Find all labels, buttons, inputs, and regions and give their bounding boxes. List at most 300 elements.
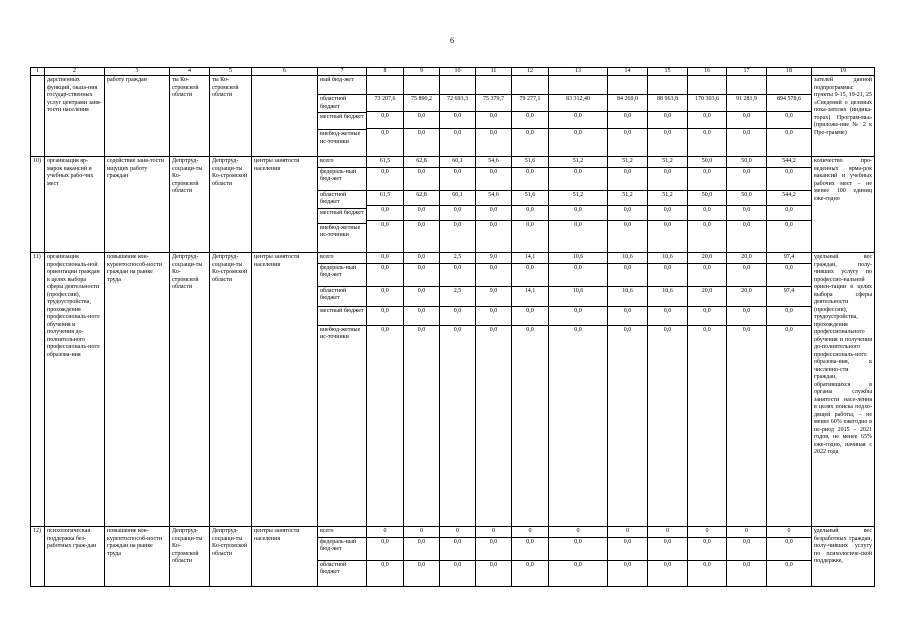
funding-value: 0,0 [453, 130, 462, 136]
funding-value: 0,0 [476, 167, 511, 190]
funding-values-cell [727, 157, 767, 253]
funding-value: 62,8 [404, 157, 439, 167]
funding-value: 0,0 [404, 263, 439, 286]
funding-value: 51,2 [648, 190, 687, 205]
funding-values-cell [549, 157, 608, 253]
funding-value: 0,0 [440, 306, 475, 325]
funding-value: 0,0 [742, 221, 751, 228]
funding-value: 0,0 [608, 112, 647, 129]
funding-value: 0,0 [727, 537, 766, 560]
column-number: 12 [512, 68, 549, 76]
expected-result: удельный вес безработных граждан, полу-чивших услугу по психологиче-ской поддержке, [812, 527, 875, 587]
funding-value: 0,0 [526, 326, 534, 333]
funding-value: 50,0 [688, 157, 726, 167]
funding-value: 0,0 [648, 263, 687, 286]
funding-value: 51,2 [648, 157, 687, 167]
funding-value: 0,0 [549, 537, 607, 560]
funding-value: 0,0 [663, 221, 672, 228]
funding-value: 0 [512, 527, 548, 537]
funding-values-cell [440, 76, 476, 157]
funding-value: 0,0 [608, 205, 647, 220]
funding-value [476, 76, 511, 95]
funding-values-cell [608, 253, 648, 527]
funding-value: 0,0 [623, 326, 632, 333]
activity-row [31, 157, 875, 253]
funding-value: 0,0 [623, 221, 632, 228]
column-number: 16 [688, 68, 727, 76]
funding-value [404, 76, 439, 95]
funding-source-label: федераль-ный бюд-жет [318, 537, 366, 560]
funding-value: 0,0 [663, 326, 672, 333]
funding-value: 0,0 [512, 263, 548, 286]
funding-value: 0,0 [489, 221, 498, 228]
funding-value: 0,0 [742, 130, 751, 136]
column-number: 15 [648, 68, 688, 76]
funding-values-cell [688, 527, 727, 587]
funding-value: 0 [367, 527, 403, 537]
row-number [31, 76, 45, 157]
funding-value: 0,0 [767, 537, 811, 560]
expected-result: зателей данной подпрограммы: пункты 9-15, 19-21, 25 «Сведений о целевых пока-зателях (индика-торах) Програм-мы» (приложе-ние № 2 к Про-грамме) [812, 76, 875, 157]
column-number: 9 [404, 68, 440, 76]
funding-value: 0,0 [417, 561, 426, 568]
funding-value: 20,0 [688, 286, 726, 306]
column-number: 4 [170, 68, 210, 76]
executor: ты Ко-стромской области [170, 76, 210, 157]
funding-values-cell [512, 157, 549, 253]
funding-sources-cell [318, 253, 367, 527]
funding-value: 0,0 [381, 561, 389, 568]
funding-value: 0,0 [404, 205, 439, 220]
funding-values-cell [476, 76, 512, 157]
funding-value: 2,5 [440, 286, 475, 306]
funding-value: 0,0 [742, 326, 751, 333]
funding-source-label: местный бюджет [318, 113, 366, 130]
funding-value: 0,0 [404, 253, 439, 263]
funding-value: 0 [767, 527, 811, 537]
column-number: 13 [549, 68, 608, 76]
co-executor: Депртруд-соцзащи-ты Ко-стромской области [210, 253, 252, 527]
funding-value: 0,0 [688, 112, 726, 129]
funding-value: 0,0 [512, 306, 548, 325]
row-number: 10) [31, 157, 45, 253]
funding-value: 0,0 [574, 561, 582, 568]
funding-value: 0,0 [688, 263, 726, 286]
funding-sources-cell [318, 527, 367, 587]
funding-value: 0,0 [476, 205, 511, 220]
column-number: 17 [727, 68, 767, 76]
funding-source-label: всего [318, 527, 366, 537]
funding-value: 0,0 [404, 112, 439, 129]
funding-value: 0,0 [417, 130, 426, 136]
funding-value: 61,5 [367, 190, 403, 205]
activity-name: дарственных функций, оказа-ния государ-ственных услуг центрами заня-тости населения [45, 76, 105, 157]
row-number: 12) [31, 527, 45, 587]
funding-value: 0,0 [367, 253, 403, 263]
funding-value: 0,0 [785, 221, 793, 228]
funding-value: 0,0 [512, 112, 548, 129]
funding-value: 0,0 [767, 306, 811, 325]
funding-value: 0,0 [489, 326, 498, 333]
funding-value: 544,2 [767, 190, 811, 205]
funding-value: 0,0 [453, 561, 462, 568]
column-number: 18 [767, 68, 812, 76]
funding-values-cell [767, 527, 812, 587]
funding-values-cell [648, 253, 688, 527]
funding-values-cell [549, 76, 608, 157]
funding-value: 60,1 [440, 157, 475, 167]
funding-sources-cell [318, 76, 367, 157]
funding-value: 0,0 [512, 167, 548, 190]
funding-value: 0,0 [381, 130, 389, 136]
participants [252, 76, 318, 157]
funding-value: 0,0 [549, 112, 607, 129]
funding-value: 0,0 [367, 205, 403, 220]
funding-value: 0,0 [512, 537, 548, 560]
funding-value: 0,0 [489, 130, 498, 136]
funding-value: 170 303,6 [688, 95, 726, 112]
funding-value: 51,6 [512, 157, 548, 167]
funding-value: 0,0 [367, 112, 403, 129]
funding-value [688, 76, 726, 95]
funding-value: 0,0 [688, 167, 726, 190]
co-executor: Депртруд-соцзащи-ты Ко-стромской области [210, 157, 252, 253]
funding-values-cell [512, 527, 549, 587]
funding-value: 0 [688, 527, 726, 537]
funding-value: 61,5 [367, 157, 403, 167]
funding-value: 97,4 [767, 286, 811, 306]
activity-goal: содействие заня-тости ищущих работу граждан [105, 157, 170, 253]
column-number: 10 [440, 68, 476, 76]
funding-value [512, 76, 548, 95]
funding-value: 20,0 [688, 253, 726, 263]
funding-value: 97,4 [767, 253, 811, 263]
funding-value [549, 76, 607, 95]
funding-value: 0,0 [404, 306, 439, 325]
funding-value [440, 76, 475, 95]
funding-value: 0,0 [549, 167, 607, 190]
participants: центры занятости населения [252, 527, 318, 587]
funding-value: 0,0 [549, 306, 607, 325]
funding-value: 0,0 [608, 306, 647, 325]
funding-value: 51,2 [608, 190, 647, 205]
funding-source-label: местный бюджет [318, 208, 366, 223]
funding-values-cell [688, 76, 727, 157]
funding-values-cell [440, 157, 476, 253]
activity-goal: работу граждан [105, 76, 170, 157]
funding-value: 50,0 [727, 190, 766, 205]
funding-value: 0,0 [608, 263, 647, 286]
funding-values-cell [648, 527, 688, 587]
funding-sources-cell [318, 157, 367, 253]
funding-values-cell [727, 253, 767, 527]
funding-values-cell [367, 76, 404, 157]
funding-value: 14,1 [512, 253, 548, 263]
funding-values-cell [688, 253, 727, 527]
funding-value [648, 76, 687, 95]
column-number: 11 [476, 68, 512, 76]
funding-values-cell [367, 157, 404, 253]
funding-values-cell [440, 527, 476, 587]
column-number: 8 [367, 68, 404, 76]
funding-value: 0,0 [404, 167, 439, 190]
column-number-row [31, 68, 875, 76]
funding-value: 0 [476, 527, 511, 537]
funding-value: 0,0 [623, 130, 632, 136]
funding-source-label: ный бюд-жет [318, 76, 366, 95]
funding-source-label: областной бюджет [318, 190, 366, 208]
funding-value [767, 76, 811, 95]
executor: Депртруд-соцзащи-ты Ко-стромской области [170, 157, 210, 253]
funding-value: 0,0 [648, 205, 687, 220]
funding-value: 0,0 [703, 130, 711, 136]
funding-value: 54,6 [476, 190, 511, 205]
program-activities-table [30, 67, 875, 587]
funding-value: 894 578,6 [767, 95, 811, 112]
funding-value: 0,0 [476, 306, 511, 325]
funding-value [727, 76, 766, 95]
funding-value: 51,6 [512, 190, 548, 205]
funding-value: 0,0 [608, 537, 647, 560]
funding-value: 0,0 [574, 326, 582, 333]
funding-value: 72 693,3 [440, 95, 475, 112]
funding-value: 73 207,6 [367, 95, 403, 112]
co-executor: ты Ко-стромской области [210, 76, 252, 157]
funding-value: 0,0 [767, 263, 811, 286]
funding-value: 0,0 [727, 112, 766, 129]
activity-row [31, 76, 875, 157]
row-number: 11) [31, 253, 45, 527]
column-number: 3 [105, 68, 170, 76]
funding-value [367, 76, 403, 95]
funding-value: 0,0 [623, 561, 632, 568]
funding-value: 0,0 [453, 221, 462, 228]
funding-values-cell [404, 157, 440, 253]
funding-value: 10,6 [608, 253, 647, 263]
funding-values-cell [404, 76, 440, 157]
funding-value: 0,0 [440, 112, 475, 129]
funding-value: 0,0 [767, 112, 811, 129]
funding-value: 0,0 [549, 205, 607, 220]
funding-value: 0,0 [512, 205, 548, 220]
funding-value: 0,0 [367, 537, 403, 560]
funding-value: 0 [608, 527, 647, 537]
funding-values-cell [608, 157, 648, 253]
funding-values-cell [648, 76, 688, 157]
funding-values-cell [767, 157, 812, 253]
funding-value: 0,0 [526, 130, 534, 136]
funding-value: 20,0 [727, 253, 766, 263]
funding-value: 0,0 [727, 167, 766, 190]
funding-value: 0 [440, 527, 475, 537]
co-executor: Депртруд-соцзащи-ты Ко-стромской области [210, 527, 252, 587]
funding-value: 0,0 [742, 561, 751, 568]
funding-values-cell [512, 253, 549, 527]
executor: Депртруд-соцзащи-ты Ко-стромской области [170, 253, 210, 527]
funding-value: 0,0 [476, 537, 511, 560]
funding-value: 62,8 [404, 190, 439, 205]
funding-values-cell [648, 157, 688, 253]
funding-source-label: внебюд-жетные ис-точники [320, 131, 361, 145]
funding-value: 51,2 [549, 157, 607, 167]
funding-value: 0,0 [489, 561, 498, 568]
funding-value: 75 890,2 [404, 95, 439, 112]
funding-values-cell [404, 253, 440, 527]
funding-value: 0,0 [440, 537, 475, 560]
funding-value: 14,1 [512, 286, 548, 306]
funding-source-label: федераль-ный бюд-жет [318, 167, 366, 190]
funding-value: 75 379,7 [476, 95, 511, 112]
funding-value: 0,0 [648, 306, 687, 325]
funding-value: 0,0 [663, 130, 672, 136]
funding-source-label: всего [318, 253, 366, 263]
funding-value: 0,0 [404, 286, 439, 306]
funding-value: 0,0 [663, 561, 672, 568]
funding-value: 9,0 [476, 253, 511, 263]
funding-value: 0,0 [440, 263, 475, 286]
funding-value: 0,0 [367, 263, 403, 286]
funding-values-cell [549, 253, 608, 527]
funding-value: 0,0 [608, 167, 647, 190]
funding-source-label: местный бюджет [318, 306, 366, 325]
funding-values-cell [608, 527, 648, 587]
funding-value: 0,0 [440, 167, 475, 190]
column-number: 14 [608, 68, 648, 76]
funding-value: 91 281,9 [727, 95, 766, 112]
funding-values-cell [727, 76, 767, 157]
funding-values-cell [767, 76, 812, 157]
funding-value: 0,0 [574, 130, 582, 136]
funding-value: 54,6 [476, 157, 511, 167]
funding-values-cell [404, 527, 440, 587]
funding-value: 0 [549, 527, 607, 537]
funding-values-cell [512, 76, 549, 157]
funding-value: 0,0 [381, 326, 389, 333]
funding-value: 88 963,8 [648, 95, 687, 112]
column-number: 2 [45, 68, 105, 76]
funding-value: 0,0 [785, 561, 793, 568]
participants: центры занятости населения [252, 253, 318, 527]
funding-value: 79 277,1 [512, 95, 548, 112]
column-number: 5 [210, 68, 252, 76]
funding-value: 0,0 [767, 167, 811, 190]
funding-value: 83 312,40 [549, 95, 607, 112]
column-number: 7 [318, 68, 367, 76]
funding-values-cell [727, 527, 767, 587]
funding-value: 0,0 [727, 205, 766, 220]
funding-value: 0,0 [453, 326, 462, 333]
funding-value: 0,0 [404, 537, 439, 560]
funding-value: 0,0 [727, 263, 766, 286]
funding-value: 10,6 [549, 253, 607, 263]
activity-goal: повышение кон-курентоспособ-ности граждан на рынке труда [105, 253, 170, 527]
funding-value: 0,0 [703, 221, 711, 228]
funding-values-cell [476, 527, 512, 587]
funding-value: 10,6 [648, 253, 687, 263]
funding-value: 0,0 [785, 130, 793, 136]
funding-value: 50,0 [727, 157, 766, 167]
funding-value: 10,6 [608, 286, 647, 306]
funding-value [608, 76, 647, 95]
funding-value: 0,0 [648, 537, 687, 560]
funding-values-cell [476, 253, 512, 527]
activity-name: организация яр-марок вакансий и учебных рабо-чих мест [45, 157, 105, 253]
funding-value: 0,0 [367, 306, 403, 325]
funding-value: 51,2 [608, 157, 647, 167]
funding-source-label: областной бюджет [318, 95, 366, 113]
activity-row [31, 253, 875, 527]
funding-values-cell [608, 76, 648, 157]
funding-value: 2,5 [440, 253, 475, 263]
funding-value: 20,0 [727, 286, 766, 306]
funding-values-cell [440, 253, 476, 527]
funding-value: 0,0 [574, 221, 582, 228]
funding-value: 0,0 [417, 221, 426, 228]
funding-values-cell [767, 253, 812, 527]
expected-result: количество про-веденных ярма-рок вакансий и учебных рабочих мест – не менее 100 единиц еже-годно [812, 157, 875, 253]
funding-values-cell [367, 527, 404, 587]
funding-value: 84 269,0 [608, 95, 647, 112]
funding-value: 0,0 [727, 306, 766, 325]
funding-source-label: внебюд-жетные ис-точники [320, 224, 361, 238]
funding-value: 0,0 [688, 306, 726, 325]
funding-value: 0,0 [648, 112, 687, 129]
funding-value: 0,0 [785, 326, 793, 333]
funding-values-cell [476, 157, 512, 253]
funding-value: 0,0 [367, 167, 403, 190]
column-number: 19 [812, 68, 875, 76]
funding-value: 544,2 [767, 157, 811, 167]
funding-value: 10,6 [648, 286, 687, 306]
funding-value: 51,2 [549, 190, 607, 205]
funding-value: 0,0 [381, 221, 389, 228]
funding-value: 0 [648, 527, 687, 537]
funding-value: 0,0 [549, 263, 607, 286]
funding-value: 0,0 [648, 167, 687, 190]
funding-value: 0,0 [367, 286, 403, 306]
funding-value: 50,0 [688, 190, 726, 205]
funding-value: 0,0 [417, 326, 426, 333]
funding-source-label: областной бюджет [318, 286, 366, 306]
funding-source-label: федераль-ный бюд-жет [318, 263, 366, 286]
executor: Депртруд-соцзащи-ты Ко-стромской области [170, 527, 210, 587]
funding-values-cell [367, 253, 404, 527]
funding-value: 0,0 [476, 263, 511, 286]
funding-value: 0 [404, 527, 439, 537]
funding-value: 0,0 [767, 205, 811, 220]
funding-value: 0,0 [703, 561, 711, 568]
funding-value: 9,0 [476, 286, 511, 306]
activity-goal: повышение кон-курентоспособ-ности граждан на рынке труда [105, 527, 170, 587]
funding-value: 0,0 [476, 112, 511, 129]
participants: центры занятости населения [252, 157, 318, 253]
column-number: 1 [31, 68, 45, 76]
funding-value: 10,6 [549, 286, 607, 306]
funding-value: 0,0 [526, 221, 534, 228]
activity-name: организация профессиональ-ной ориентации граждан в целях выбора сферы деятельности (профессии), трудоустройства, прохождения профессиональ-ного обучения и получения до-полнительного профессиональ-ного образова-ния [45, 253, 105, 527]
funding-value: 60,1 [440, 190, 475, 205]
funding-value: 0,0 [440, 205, 475, 220]
funding-value: 0,0 [688, 205, 726, 220]
funding-source-label: всего [318, 157, 366, 167]
funding-value: 0,0 [688, 537, 726, 560]
page-number: 6 [450, 36, 454, 45]
funding-values-cell [549, 527, 608, 587]
funding-values-cell [688, 157, 727, 253]
funding-value: 0,0 [526, 561, 534, 568]
activity-row [31, 527, 875, 587]
activity-name: психологическая поддержка без-работных граж-дан [45, 527, 105, 587]
